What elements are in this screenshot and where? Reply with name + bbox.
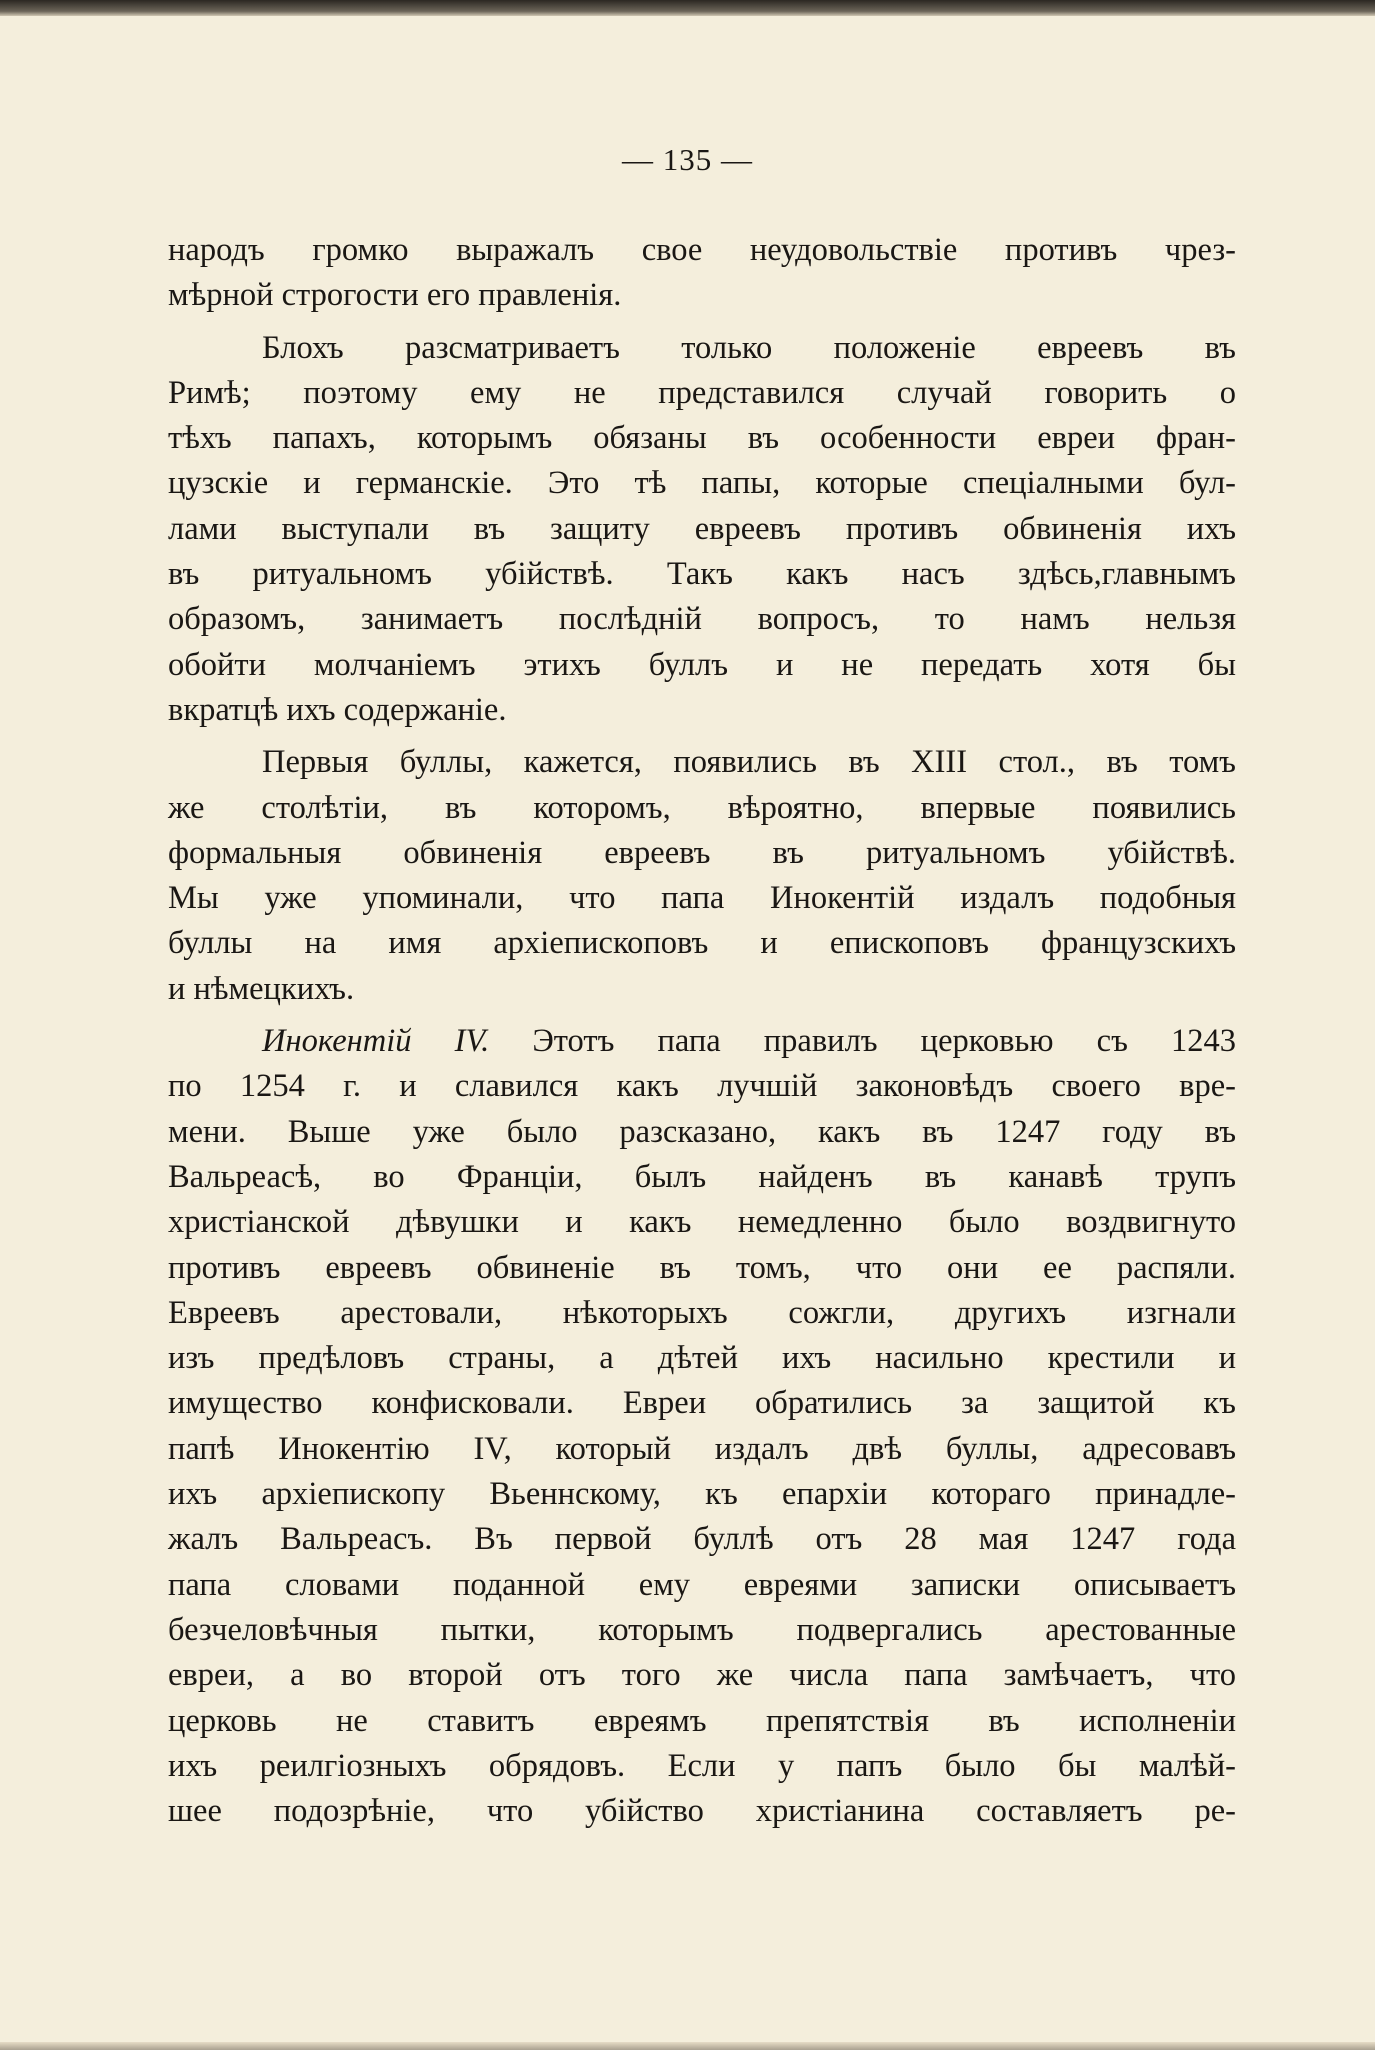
page-bottom-edge	[0, 2042, 1375, 2050]
text-line: Блохъ разсматриваетъ только положеніе евреевъ въ	[262, 329, 1236, 366]
text-line: лами выступали въ защиту евреевъ противъ обвиненія ихъ	[168, 510, 1236, 547]
text-line: мѣрной строгости его правленія.	[168, 277, 622, 314]
text-line: шее подозрѣніе, что убійство христіанина составляетъ ре-	[168, 1793, 1236, 1830]
text-line: образомъ, занимаетъ послѣдній вопросъ, то намъ нельзя	[168, 601, 1236, 638]
page-number: — 135 —	[622, 142, 753, 177]
text-line: церковь не ставитъ евреямъ препятствія въ исполненіи	[168, 1702, 1236, 1739]
text-line: Первыя буллы, кажется, появились въ XIII стол., въ томъ	[262, 744, 1236, 781]
text-line: и нѣмецкихъ.	[168, 970, 355, 1007]
text-line: имущество конфисковали. Евреи обратились за защитой къ	[168, 1385, 1236, 1422]
text-line: обойти молчаніемъ этихъ буллъ и не передать хотя бы	[168, 646, 1236, 683]
text-line-rest: Этотъ папа правилъ церковью съ 1243	[489, 1023, 1236, 1060]
text-line: же столѣтіи, въ которомъ, вѣроятно, впервые появились	[168, 789, 1236, 826]
text-line: жалъ Вальреасъ. Въ первой буллѣ отъ 28 мая 1247 года	[168, 1521, 1236, 1558]
section-lead-italic: Инокентій IV.	[262, 1023, 490, 1060]
text-line: вкратцѣ ихъ содержаніе.	[168, 691, 507, 728]
text-line: евреи, а во второй отъ того же числа папа замѣчаетъ, что	[168, 1657, 1236, 1694]
text-line: Евреевъ арестовали, нѣкоторыхъ сожгли, другихъ изгнали	[168, 1294, 1236, 1331]
text-line: ихъ архіепископу Вьеннскому, къ епархіи котораго принадле-	[168, 1476, 1236, 1513]
text-line: мени. Выше уже было разсказано, какъ въ 1247 году въ	[168, 1113, 1236, 1150]
text-line: безчеловѣчныя пытки, которымъ подвергались арестованные	[168, 1611, 1236, 1648]
body-text	[168, 228, 1236, 1834]
text-line: противъ евреевъ обвиненіе въ томъ, что они ее распяли.	[168, 1249, 1236, 1286]
text-line: ихъ реилгіозныхъ обрядовъ. Если у папъ было бы малѣй-	[168, 1747, 1236, 1784]
text-line: формальныя обвиненія евреевъ въ ритуальномъ убійствѣ.	[168, 834, 1236, 871]
text-line: Римѣ; поэтому ему не представился случай говорить о	[168, 374, 1236, 411]
text-line: тѣхъ папахъ, которымъ обязаны въ особенности евреи фран-	[168, 420, 1236, 457]
text-line: буллы на имя архіепископовъ и епископовъ французскихъ	[168, 925, 1236, 962]
text-line: по 1254 г. и славился какъ лучшій законовѣдъ своего вре-	[168, 1068, 1236, 1105]
text-line: христіанской дѣвушки и какъ немедленно было воздвигнуто	[168, 1204, 1236, 1241]
page-top-edge	[0, 0, 1375, 16]
text-line: народъ громко выражалъ свое неудовольствіе противъ чрез-	[168, 232, 1236, 268]
text-line-with-heading	[168, 1019, 1236, 1064]
text-line: папѣ Инокентію IV, который издалъ двѣ буллы, адресовавъ	[168, 1430, 1236, 1467]
text-line: Мы уже упоминали, что папа Инокентій издалъ подобныя	[168, 880, 1236, 917]
text-line: изъ предѣловъ страны, а дѣтей ихъ насильно крестили и	[168, 1340, 1236, 1377]
text-line: цузскіе и германскіе. Это тѣ папы, которые спеціалными бул-	[168, 465, 1236, 502]
text-line: въ ритуальномъ убійствѣ. Такъ какъ насъ здѣсь,главнымъ	[168, 556, 1236, 593]
text-line: папа словами поданной ему евреями записки описываетъ	[168, 1566, 1236, 1603]
text-line: Вальреасѣ, во Франціи, былъ найденъ въ канавѣ трупъ	[168, 1158, 1236, 1195]
